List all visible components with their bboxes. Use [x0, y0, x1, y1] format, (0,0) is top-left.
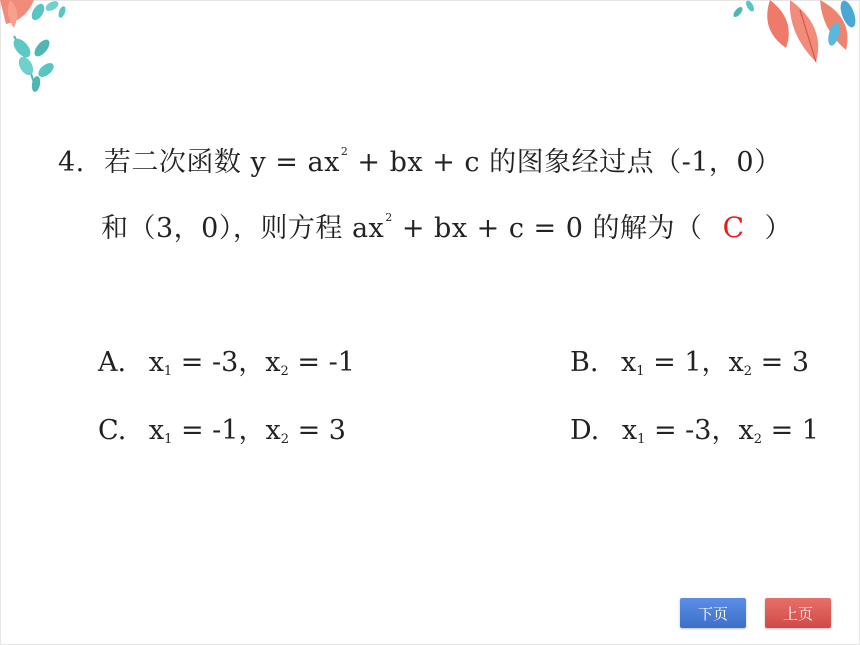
option-b: B. $x_1 = 1$，$x_2 = 3$ — [570, 347, 809, 379]
question-line-1: 4. 若二次函数 $y = ax^2$ + bx + c 的图象经过点（-1，0） — [58, 145, 782, 178]
floral-decoration-icon — [730, 0, 860, 70]
answer-text: C — [722, 211, 745, 244]
previous-page-button[interactable]: 上页 — [765, 598, 831, 628]
option-a: A. $x_1 = -3$，$x_2 = -1$ — [98, 347, 355, 379]
option-d: D. $x_1 = -3$，$x_2 = 1$ — [570, 415, 819, 447]
option-c: C. $x_1 = -1$，$x_2 = 3$ — [98, 415, 346, 447]
question-number: 4. — [58, 147, 85, 178]
question-line-2: 和（3，0），则方程 $ax^2$ + bx + c = 0 的解为（ C ） — [101, 211, 793, 244]
next-page-button[interactable]: 下页 — [680, 598, 746, 628]
floral-decoration-icon — [0, 0, 90, 95]
